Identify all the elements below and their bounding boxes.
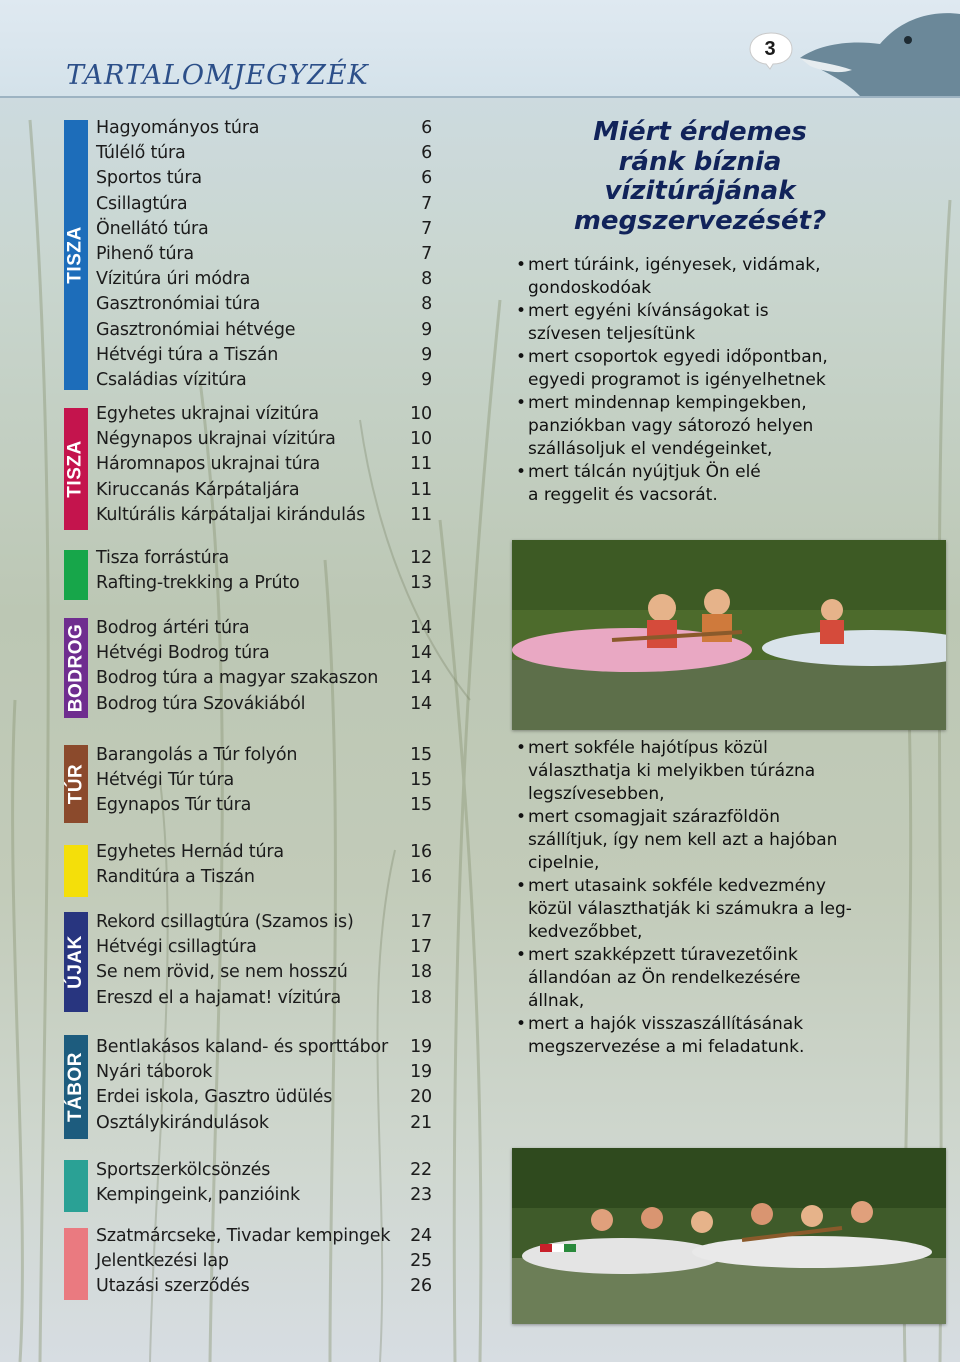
list-item: • mert szakképzett túravezetőink állandóan az Ön rendelkezésére állnak, [516, 944, 852, 1013]
section-label-ujak: ÚJAK [65, 935, 87, 989]
toc-entry[interactable]: Hétvégi Bodrog túra 14 [96, 643, 432, 664]
toc-entry[interactable]: Utazási szerződés 26 [96, 1276, 432, 1297]
toc-group-kemping [96, 1226, 432, 1302]
toc-entry[interactable]: Önellátó túra 7 [96, 218, 432, 239]
toc-entry[interactable]: Rekord csillagtúra (Szamos is) 17 [96, 912, 432, 932]
canoe-photo-2 [512, 1148, 946, 1324]
section-label-tabor: TÁBOR [65, 1051, 86, 1123]
section-bar-forras [64, 550, 88, 600]
toc-entry[interactable]: Gasztronómiai hétvége 9 [96, 319, 432, 340]
list-item: • mert sokféle hajótípus közül választhatja ki melyikben túrázna legszívesebben, [516, 737, 852, 806]
toc-entry[interactable]: Bentlakásos kaland- és sporttábor 19 [96, 1037, 432, 1057]
canoe-photo-1 [512, 540, 946, 730]
toc-entry[interactable]: Sportos túra 6 [96, 168, 432, 189]
toc-entry[interactable]: Négynapos ukrajnai vízitúra 10 [96, 429, 432, 450]
toc-entry[interactable]: Bodrog ártéri túra 14 [96, 618, 432, 638]
toc-entry[interactable]: Nyári táborok 19 [96, 1062, 432, 1083]
toc-entry[interactable]: Kempingeink, panzióink 23 [96, 1185, 432, 1206]
page-number: 3 [764, 38, 776, 60]
section-bar-sport [64, 1160, 88, 1212]
toc-entry[interactable]: Bodrog túra a magyar szakaszon 14 [96, 668, 432, 689]
toc-entry[interactable]: Szatmárcseke, Tivadar kempingek 24 [96, 1226, 432, 1246]
page-title: TARTALOMJEGYZÉK [66, 60, 369, 91]
toc-entry[interactable]: Kultúrális kárpátaljai kirándulás 11 [96, 504, 432, 525]
toc-group-tisza [96, 118, 432, 395]
toc-group-tabor [96, 1037, 432, 1138]
reasons-list-bottom [516, 737, 852, 1059]
canoe-photo-1-illustration [512, 540, 946, 730]
toc-entry[interactable]: Hétvégi Túr túra 15 [96, 770, 432, 791]
toc-entry[interactable]: Bodrog túra Szovákiából 14 [96, 693, 432, 714]
toc-entry[interactable]: Osztálykirándulások 21 [96, 1112, 432, 1133]
list-item: • mert mindennap kempingekben, panziókban vagy sátorozó helyen szállásoljuk el vendégeinket, [516, 392, 828, 461]
section-bar-kemping [64, 1228, 88, 1300]
toc-entry[interactable]: Hétvégi csillagtúra 17 [96, 937, 432, 958]
toc-entry[interactable]: Pihenő túra 7 [96, 243, 432, 264]
toc-entry[interactable]: Ereszd el a hajamat! vízitúra 18 [96, 987, 432, 1008]
toc-entry[interactable]: Se nem rövid, se nem hosszú 18 [96, 962, 432, 983]
section-label-bodrog: BODROG [65, 623, 86, 713]
list-item: • mert csomagjait szárazföldön szállítjuk, így nem kell azt a hajóban cipelnie, [516, 806, 852, 875]
list-item: • mert csoportok egyedi időpontban, egyedi programot is igényelhetnek [516, 346, 828, 392]
toc-entry[interactable]: Családias vízitúra 9 [96, 369, 432, 390]
toc-entry[interactable]: Jelentkezési lap 25 [96, 1251, 432, 1272]
toc-group-tur [96, 745, 432, 821]
list-item: • mert tálcán nyújtjuk Ön elé a reggelit és vacsorát. [516, 461, 828, 507]
section-bar-hernad [64, 845, 88, 897]
toc-group-ukrajna [96, 404, 432, 530]
toc-group-ujak [96, 912, 432, 1013]
why-heading: Miért érdemes ránk bíznia vízitúrájának megszervezését? [573, 117, 827, 236]
list-item: • mert egyéni kívánságokat is szívesen teljesítünk [516, 300, 828, 346]
toc-entry[interactable]: Egynapos Túr túra 15 [96, 795, 432, 816]
toc-entry[interactable]: Kiruccanás Kárpátaljára 11 [96, 479, 432, 500]
toc-entry[interactable]: Randitúra a Tiszán 16 [96, 867, 432, 888]
toc-entry[interactable]: Sportszerkölcsönzés 22 [96, 1160, 432, 1180]
toc-entry[interactable]: Túlélő túra 6 [96, 143, 432, 164]
toc-entry[interactable]: Vízitúra úri módra 8 [96, 269, 432, 290]
toc-group-hernad [96, 842, 432, 892]
toc-entry[interactable]: Hagyományos túra 6 [96, 118, 432, 138]
toc-group-bodrog [96, 618, 432, 719]
section-label-tur: TÚR [65, 763, 86, 805]
toc-entry[interactable]: Csillagtúra 7 [96, 193, 432, 214]
toc-entry[interactable]: Barangolás a Túr folyón 15 [96, 745, 432, 765]
section-label-tisza: TISZA [65, 226, 87, 284]
toc-entry[interactable]: Egyhetes Hernád túra 16 [96, 842, 432, 862]
dolphin-icon [790, 0, 960, 96]
canoe-photo-2-illustration [512, 1148, 946, 1324]
toc-entry[interactable]: Erdei iskola, Gasztro üdülés 20 [96, 1087, 432, 1108]
toc-entry[interactable]: Tisza forrástúra 12 [96, 548, 432, 568]
toc-entry[interactable]: Háromnapos ukrajnai túra 11 [96, 454, 432, 475]
section-label-ukrajna: TISZA [65, 440, 87, 498]
toc-entry[interactable]: Egyhetes ukrajnai vízitúra 10 [96, 404, 432, 424]
toc-entry[interactable]: Hétvégi túra a Tiszán 9 [96, 344, 432, 365]
toc-entry[interactable]: Gasztronómiai túra 8 [96, 294, 432, 315]
list-item: • mert utasaink sokféle kedvezmény közül választhatják ki számukra a leg- kedvezőbbet, [516, 875, 852, 944]
toc-entry[interactable]: Rafting-trekking a Prúto 13 [96, 573, 432, 594]
toc-group-sport [96, 1160, 432, 1210]
reasons-list-top [516, 254, 828, 507]
list-item: • mert túráink, igényesek, vidámak, gondoskodóak [516, 254, 828, 300]
toc-group-forras [96, 548, 432, 598]
list-item: • mert a hajók visszaszállításának megszervezése a mi feladatunk. [516, 1013, 852, 1059]
